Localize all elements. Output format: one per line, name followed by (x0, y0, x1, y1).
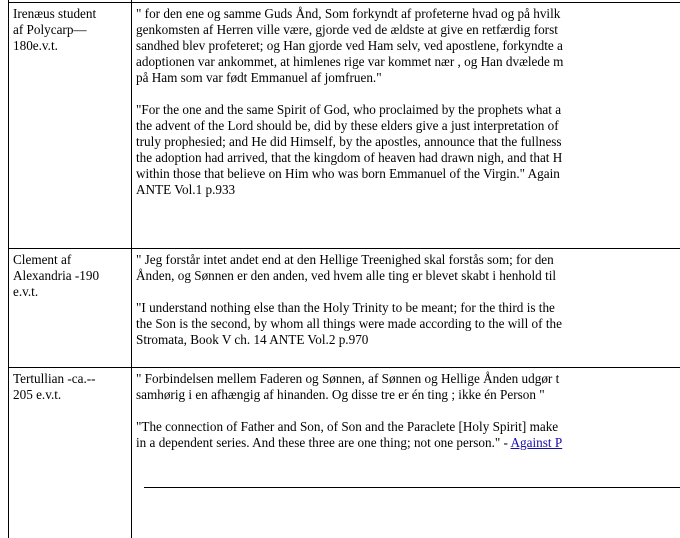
author-cell: Tertullian -ca.-- 205 e.v.t. (9, 368, 132, 538)
danish-quote: " for den ene og samme Guds Ånd, Som forkyndt af profeterne hvad og på hvilk genkomsten af Herren ville være, gjorde ved de ældste at give en retfærdig forst sandhed blev profeteret; og Han gjorde ved Ham selv, ved apostlene, forkyndte a adoptionen var ankommet, at himlenes rige var kommet nær , og Han dvælede m på Ham som var født Emmanuel af jomfruen." (136, 6, 564, 85)
author-cell: Irenæus student af Polycarp— 180e.v.t. (9, 3, 132, 249)
english-quote: "For the one and the same Spirit of God, who proclaimed by the prophets what a the advent of the Lord should be, did by these elders give a just interpretation of truly prophesied; and He did Himself, by the apostles, announce that the fullness the adoption had arrived, that the kingdom of heaven had drawn nigh, and that H within those that believe on Him who was born Emmanuel of the Virgin." Again ANTE Vol.1 p.933 (136, 102, 563, 197)
quote-cell (132, 249, 680, 368)
source-link[interactable]: Against P (510, 435, 563, 450)
table-row (9, 368, 680, 538)
quote-cell (132, 3, 680, 249)
english-quote: "The connection of Father and Son, of Son and the Paraclete [Holy Spirit] make in a dependent series. And these three are one thing; not one person." - Against P (136, 419, 563, 450)
danish-quote: " Forbindelsen mellem Faderen og Sønnen, af Sønnen og Hellige Ånden udgør t samhørig i en afhængig af hinanden. Og disse tre er én ting ; ikke én Person " (136, 371, 560, 402)
author-cell: Clement af Alexandria -190 e.v.t. (9, 249, 132, 368)
table-row (9, 249, 680, 368)
danish-quote: " Jeg forstår intet andet end at den Hellige Treenighed skal forstås som; for den Ånden, og Sønnen er den anden, ved hvem alle ting er blevet skabt i henhold til (136, 252, 557, 283)
quotes-table (8, 0, 680, 538)
english-quote: "I understand nothing else than the Holy Trinity to be meant; for the third is the the Son is the second, by whom all things were made according to the will of the Stromata, Book V ch. 14 ANTE Vol.2 p.970 (136, 300, 562, 347)
table-row (9, 3, 680, 249)
horizontal-rule (144, 487, 680, 488)
quote-cell (132, 368, 680, 538)
